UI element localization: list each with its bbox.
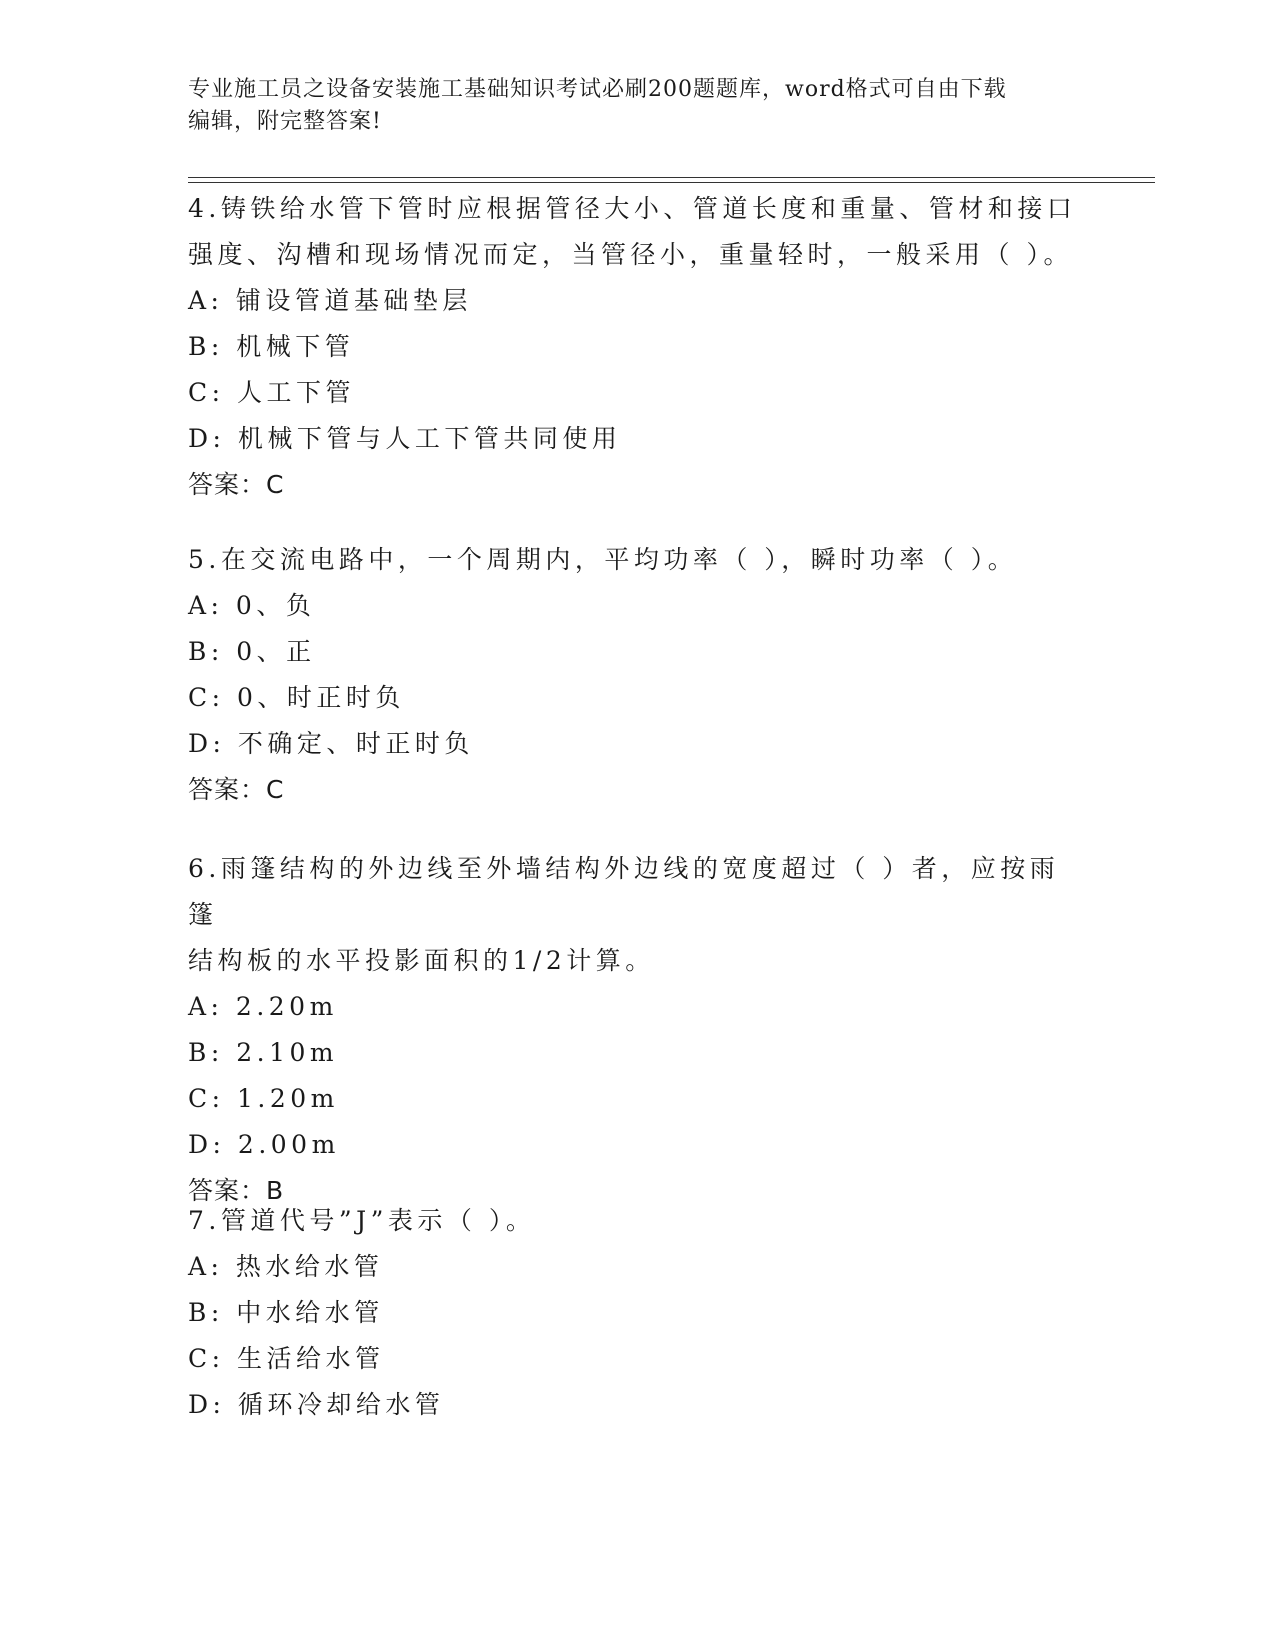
option-a: A: 热水给水管 bbox=[188, 1252, 384, 1281]
question-stem-line: 6.雨篷结构的外边线至外墙结构外边线的宽度超过（ ）者，应按雨篷 bbox=[188, 854, 1060, 929]
answer-text: 答案：B bbox=[188, 1176, 285, 1205]
question-stem-line: 5.在交流电路中，一个周期内，平均功率（ ），瞬时功率（ ）。 bbox=[188, 545, 1018, 574]
header-line-2: 编辑，附完整答案! bbox=[188, 109, 382, 134]
option-c: C: 1.20m bbox=[188, 1084, 339, 1113]
answer-text: 答案：C bbox=[188, 775, 285, 804]
option-b: B: 机械下管 bbox=[188, 332, 355, 361]
option-b: B: 中水给水管 bbox=[188, 1298, 384, 1327]
option-d: D: 2.00m bbox=[188, 1130, 340, 1159]
answer-text: 答案：C bbox=[188, 470, 285, 499]
option-d: D: 机械下管与人工下管共同使用 bbox=[188, 424, 622, 453]
header-divider-bottom bbox=[188, 182, 1155, 183]
option-b: B: 2.10m bbox=[188, 1038, 339, 1067]
question-stem-line: 7.管道代号”J”表示（ ）。 bbox=[188, 1206, 536, 1235]
question-7 bbox=[188, 1198, 1078, 1428]
document-header bbox=[188, 74, 1068, 138]
question-6 bbox=[188, 846, 1078, 1214]
question-stem-line: 4.铸铁给水管下管时应根据管径大小、管道长度和重量、管材和接口 bbox=[188, 194, 1077, 223]
question-stem-line: 强度、沟槽和现场情况而定，当管径小，重量轻时，一般采用（ ）。 bbox=[188, 240, 1073, 269]
option-d: D: 循环冷却给水管 bbox=[188, 1390, 445, 1419]
option-c: C: 人工下管 bbox=[188, 378, 355, 407]
header-line-1: 专业施工员之设备安装施工基础知识考试必刷200题题库，word格式可自由下载 bbox=[188, 77, 1007, 102]
header-divider-top bbox=[188, 177, 1155, 178]
option-b: B: 0、正 bbox=[188, 637, 316, 666]
question-5 bbox=[188, 537, 1078, 813]
option-a: A: 铺设管道基础垫层 bbox=[188, 286, 472, 315]
option-a: A: 2.20m bbox=[188, 992, 338, 1021]
option-c: C: 0、时正时负 bbox=[188, 683, 405, 712]
option-c: C: 生活给水管 bbox=[188, 1344, 385, 1373]
question-stem-line: 结构板的水平投影面积的1/2计算。 bbox=[188, 946, 655, 975]
question-4 bbox=[188, 186, 1078, 508]
option-a: A: 0、负 bbox=[188, 591, 316, 620]
option-d: D: 不确定、时正时负 bbox=[188, 729, 474, 758]
